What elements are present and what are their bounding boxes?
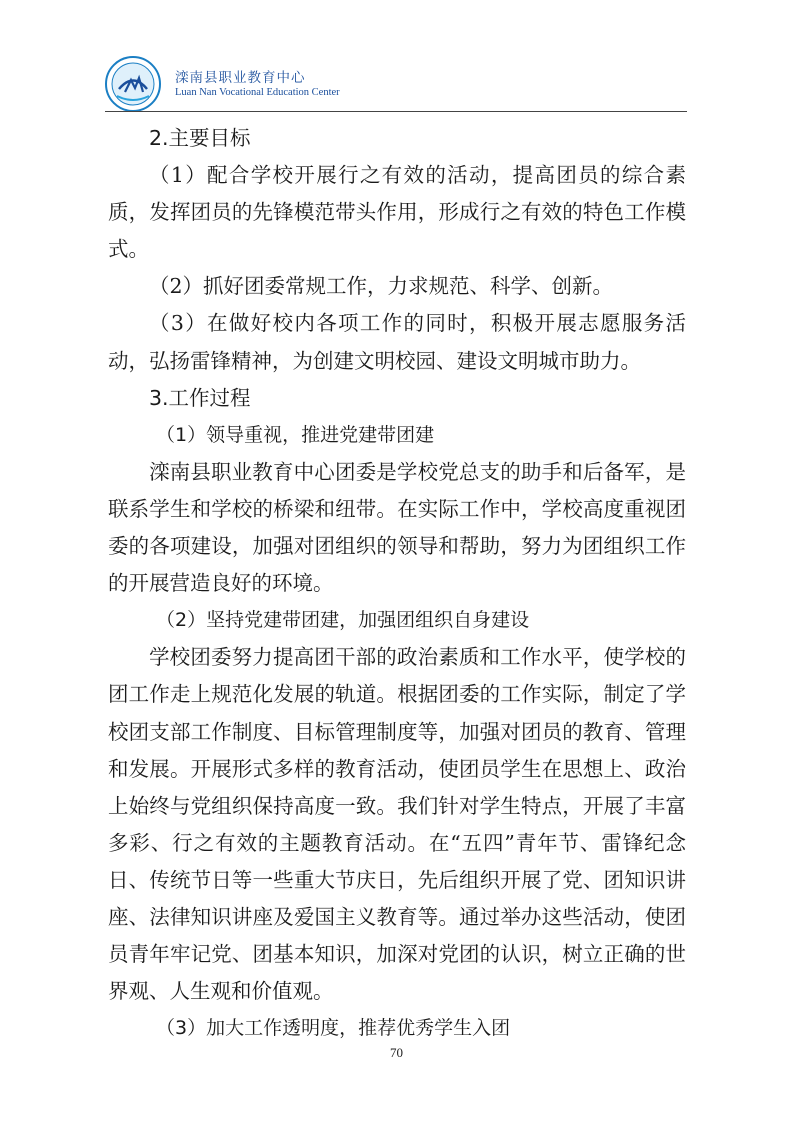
paragraph-2: 学校团委努力提高团干部的政治素质和工作水平，使学校的团工作走上规范化发展的轨道。根据团委的工作实际，制定了学校团支部工作制度、目标管理制度等，加强对团员的教育、管理和发展。开展形式多样的教育活动，使团员学生在思想上、政治上始终与党组织保持高度一致。我们针对学生特点，开展了丰富多彩、行之有效的主题教育活动。在“五四”青年节、雷锋纪念日、传统节日等一些重大节庆日，先后组织开展了党、团知识讲座、法律知识讲座及爱国主义教育等。通过举办这些活动，使团员青年牢记党、团基本知识，加深对党团的认识，树立正确的世界观、人生观和价值观。	[108, 645, 686, 1004]
page-number: 70	[390, 1045, 403, 1060]
org-name-chinese: 滦南县职业教育中心	[175, 70, 306, 86]
document-body	[108, 120, 686, 1047]
subheading-2: （2）坚持党建带团建，加强团组织自身建设	[156, 609, 530, 632]
goal-item-3: （3）在做好校内各项工作的同时，积极开展志愿服务活动，弘扬雷锋精神，为创建文明校园、建设文明城市助力。	[108, 311, 686, 373]
org-name-english: Luan Nan Vocational Education Center	[175, 87, 340, 98]
school-logo-icon	[105, 56, 161, 112]
header-divider	[105, 111, 687, 112]
paragraph-1: 滦南县职业教育中心团委是学校党总支的助手和后备军，是联系学生和学校的桥梁和纽带。在实际工作中，学校高度重视团委的各项建设，加强对团组织的领导和帮助，努力为团组织工作的开展营造良好的环境。	[108, 459, 686, 596]
goal-item-1: （1）配合学校开展行之有效的活动，提高团员的综合素质，发挥团员的先锋模范带头作用，形成行之有效的特色工作模式。	[108, 163, 686, 262]
subheading-3: （3）加大工作透明度，推荐优秀学生入团	[156, 1017, 511, 1040]
goal-item-2: （2）抓好团委常规工作，力求规范、科学、创新。	[149, 274, 614, 299]
page-header	[105, 56, 687, 114]
subheading-1: （1）领导重视，推进党建带团建	[156, 423, 435, 446]
section-heading-goals: 2.主要目标	[149, 126, 251, 150]
section-heading-process: 3.工作过程	[149, 385, 251, 410]
